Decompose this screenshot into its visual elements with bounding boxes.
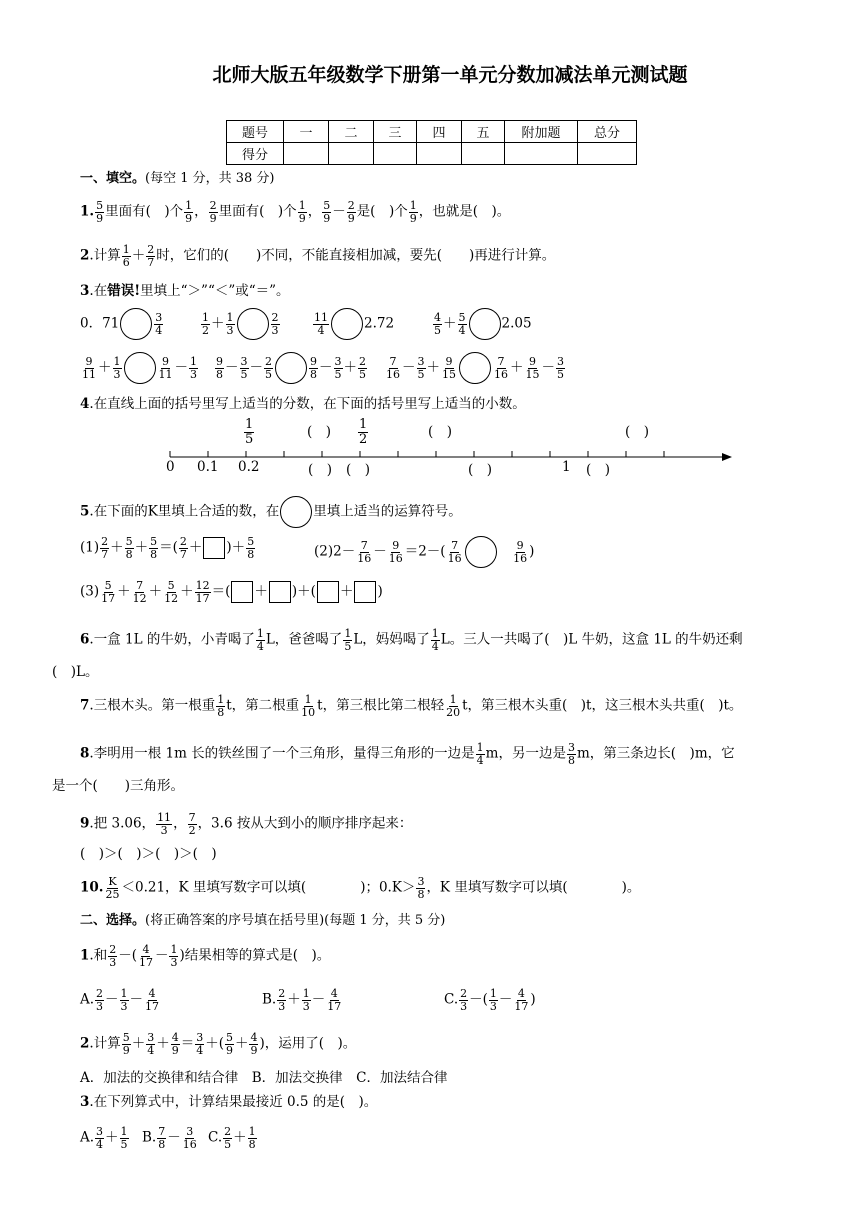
choice-1: 1.和 $\frac{2}{3}$ －( $\frac{4}{17}$ － $\frac{1}{3}$ )结果相等的算式是( )。 — [80, 943, 331, 969]
score-input-cell[interactable] — [578, 143, 637, 165]
choice-3: 3.在下列算式中，计算结果最接近 0.5 的是( )。 — [80, 1094, 378, 1110]
compare-item: $\frac{11}{4}$ 2.72 — [312, 308, 394, 340]
tick-label: 0 — [166, 459, 175, 475]
question-8-cont: 是一个( )三角形。 — [52, 778, 185, 794]
compare-circle[interactable] — [331, 308, 363, 340]
section-heading: 二、选择。(将正确答案的序号填在括号里)(每题 1 分，共 5 分) — [80, 913, 446, 928]
score-input-cell[interactable] — [462, 143, 505, 165]
score-input-cell[interactable] — [374, 143, 417, 165]
choice-1-option-a[interactable]: A. $\frac{2}{3}$ － $\frac{1}{3}$ － $\frac{4}{17}$ — [80, 987, 160, 1013]
table-cell: 得分 — [227, 143, 284, 165]
table-cell: 二 — [329, 121, 374, 143]
numberline-blank[interactable]: ( ) — [586, 462, 611, 478]
operator-circle-icon — [280, 496, 312, 528]
numberline-fraction: $\frac{1}{2}$ — [359, 417, 368, 447]
compare-item: 0．71 $\frac{3}{4}$ — [80, 308, 164, 340]
fraction: $\frac{5}{9}$ — [323, 199, 331, 225]
compare-item: $\frac{1}{2}$ ＋ $\frac{1}{3}$ $\frac{2}{3}$ — [200, 308, 281, 340]
question-9: 9.把 3.06， $\frac{11}{3}$ ， $\frac{7}{2}$ ，3.6 按从大到小的顺序排序起来： — [80, 811, 413, 837]
score-input-cell[interactable] — [284, 143, 329, 165]
score-input-cell[interactable] — [329, 143, 374, 165]
numberline-blank[interactable]: ( ) — [307, 424, 332, 440]
question-9-answer[interactable]: ( )＞( )＞( )＞( ) — [80, 846, 217, 862]
table-cell: 三 — [374, 121, 417, 143]
choice-3-option-c[interactable]: C. $\frac{2}{5}$ ＋ $\frac{1}{8}$ — [208, 1125, 256, 1151]
question-8: 8.李明用一根 1m 长的铁丝围了一个三角形，量得三角形的一边是 $\frac{1}{4}$ m，另一边是 $\frac{3}{8}$ m，第三条边长( )m，它 — [80, 741, 735, 767]
table-cell: 一 — [284, 121, 329, 143]
numberline-blank[interactable]: ( ) — [625, 424, 650, 440]
question-10: 10. $\frac{K}{25}$ ＜0.21，K 里填写数字可以填( )；0.K＞ $\frac{3}{8}$ ，K 里填写数字可以填( )。 — [80, 875, 641, 901]
compare-item: $\frac{4}{5}$ ＋ $\frac{5}{4}$ 2.05 — [432, 308, 532, 340]
answer-box[interactable] — [317, 581, 339, 603]
fraction: $\frac{2}{9}$ — [209, 199, 217, 225]
question-6: 6.一盒 1L 的牛奶，小青喝了 $\frac{1}{4}$ L，爸爸喝了 $\frac{1}{5}$ L，妈妈喝了 $\frac{1}{4}$ L。三人一共喝了( )L 牛奶，这盒 1L 的牛奶还剩 — [80, 627, 743, 653]
q5-part-1: (1) $\frac{2}{7}$ ＋ $\frac{5}{8}$ ＋ $\frac{5}{8}$ ＝( $\frac{2}{7}$ ＋ )＋ $\frac{5}{8}$ — [80, 535, 255, 561]
table-cell: 四 — [417, 121, 462, 143]
question-5: 5.在下面的K里填上合适的数，在 里填上适当的运算符号。 — [80, 496, 462, 528]
question-2: 2.计算 $\frac{1}{6}$ ＋ $\frac{2}{7}$ 时，它们的( )不同，不能直接相加减，要先( )再进行计算。 — [80, 243, 556, 269]
fraction: $\frac{1}{9}$ — [409, 199, 417, 225]
question-1: 1. $\frac{5}{9}$ 里面有( )个 $\frac{1}{9}$ ， $\frac{2}{9}$ 里面有( )个 $\frac{1}{9}$ ， $\frac{5}{9}$ － $\frac{2}{9}$ 是( )个 $\frac{1}{9}$ ，也就是( )。 — [80, 199, 511, 225]
choice-3-option-b[interactable]: B. $\frac{7}{8}$ － $\frac{3}{16}$ — [142, 1125, 197, 1151]
fraction: $\frac{5}{9}$ — [96, 199, 104, 225]
table-cell: 总分 — [578, 121, 637, 143]
choice-2-options[interactable]: A．加法的交换律和结合律 B．加法交换律 C．加法结合律 — [80, 1070, 448, 1086]
table-cell: 题号 — [227, 121, 284, 143]
fraction: $\frac{1}{9}$ — [185, 199, 193, 225]
tick-label: 1 — [562, 459, 571, 475]
answer-box[interactable] — [231, 581, 253, 603]
compare-circle[interactable] — [124, 352, 156, 384]
compare-circle[interactable] — [237, 308, 269, 340]
choice-1-option-c[interactable]: C. $\frac{2}{3}$ －( $\frac{1}{3}$ － $\frac{4}{17}$ ) — [444, 987, 536, 1013]
question-3: 3.在错误!里填上“＞”“＜”或“＝”。 — [80, 283, 290, 299]
compare-circle[interactable] — [120, 308, 152, 340]
compare-circle[interactable] — [275, 352, 307, 384]
table-cell: 五 — [462, 121, 505, 143]
table-cell: 附加题 — [505, 121, 578, 143]
fraction: $\frac{2}{9}$ — [347, 199, 355, 225]
question-6-cont: ( )L。 — [52, 664, 99, 680]
question-7: 7.三根木头。第一根重 $\frac{1}{8}$ t，第二根重 $\frac{1}{10}$ t，第三根比第二根轻 $\frac{1}{20}$ t，第三根木头重( )t，这三根木头共重( )t。 — [80, 693, 743, 719]
table-row — [227, 121, 637, 143]
q5-part-3: (3) $\frac{5}{17}$ ＋ $\frac{7}{12}$ ＋ $\frac{5}{12}$ ＋ $\frac{12}{17}$ ＝( ＋ )＋( ＋ ) — [80, 579, 383, 605]
compare-circle[interactable] — [469, 308, 501, 340]
table-row — [227, 143, 637, 165]
choice-2: 2.计算 $\frac{5}{9}$ ＋ $\frac{3}{4}$ ＋ $\frac{4}{9}$ ＝ $\frac{3}{4}$ ＋( $\frac{5}{9}$ ＋ $\frac{4}{9}$ )，运用了( )。 — [80, 1031, 357, 1057]
numberline-blank[interactable]: ( ) — [468, 462, 493, 478]
operator-circle[interactable] — [465, 536, 497, 568]
page-title: 北师大版五年级数学下册第一单元分数加减法单元测试题 — [212, 64, 688, 86]
answer-box[interactable] — [354, 581, 376, 603]
choice-1-option-b[interactable]: B. $\frac{2}{3}$ ＋ $\frac{1}{3}$ － $\frac{4}{17}$ — [262, 987, 342, 1013]
answer-box[interactable] — [269, 581, 291, 603]
numberline-blank[interactable]: ( ) — [428, 424, 453, 440]
compare-circle[interactable] — [459, 352, 491, 384]
tick-label: 0.1 — [197, 459, 219, 475]
score-input-cell[interactable] — [505, 143, 578, 165]
numberline-fraction: $\frac{1}{5}$ — [245, 417, 254, 447]
section-heading: 一、填空。(每空 1 分，共 38 分) — [80, 171, 275, 186]
fraction: $\frac{2}{7}$ — [147, 243, 155, 269]
q5-part-2: (2)2－ $\frac{7}{16}$ － $\frac{9}{16}$ ＝2－( $\frac{7}{16}$ $\frac{9}{16}$ ) — [314, 536, 534, 568]
numberline-blank[interactable]: ( ) — [308, 462, 333, 478]
compare-item: $\frac{7}{16}$ － $\frac{3}{5}$ ＋ $\frac{9}{15}$ $\frac{7}{16}$ ＋ $\frac{9}{15}$ － $\frac{3}{5}$ — [384, 352, 566, 384]
fraction: $\frac{1}{9}$ — [298, 199, 306, 225]
choice-3-option-a[interactable]: A. $\frac{3}{4}$ ＋ $\frac{1}{5}$ — [80, 1125, 128, 1151]
numberline-blank[interactable]: ( ) — [346, 462, 371, 478]
compare-item: $\frac{9}{11}$ ＋ $\frac{1}{3}$ $\frac{9}{11}$ － $\frac{1}{3}$ — [80, 352, 199, 384]
answer-box[interactable] — [203, 537, 225, 559]
score-input-cell[interactable] — [417, 143, 462, 165]
fraction: $\frac{1}{6}$ — [122, 243, 130, 269]
question-4: 4.在直线上面的括号里写上适当的分数，在下面的括号里写上适当的小数。 — [80, 396, 526, 412]
tick-label: 0.2 — [238, 459, 260, 475]
compare-item: $\frac{9}{8}$ － $\frac{3}{5}$ － $\frac{2}{5}$ $\frac{9}{8}$ － $\frac{3}{5}$ ＋ $\frac{2}{5}$ — [214, 352, 368, 384]
score-table — [226, 120, 637, 165]
